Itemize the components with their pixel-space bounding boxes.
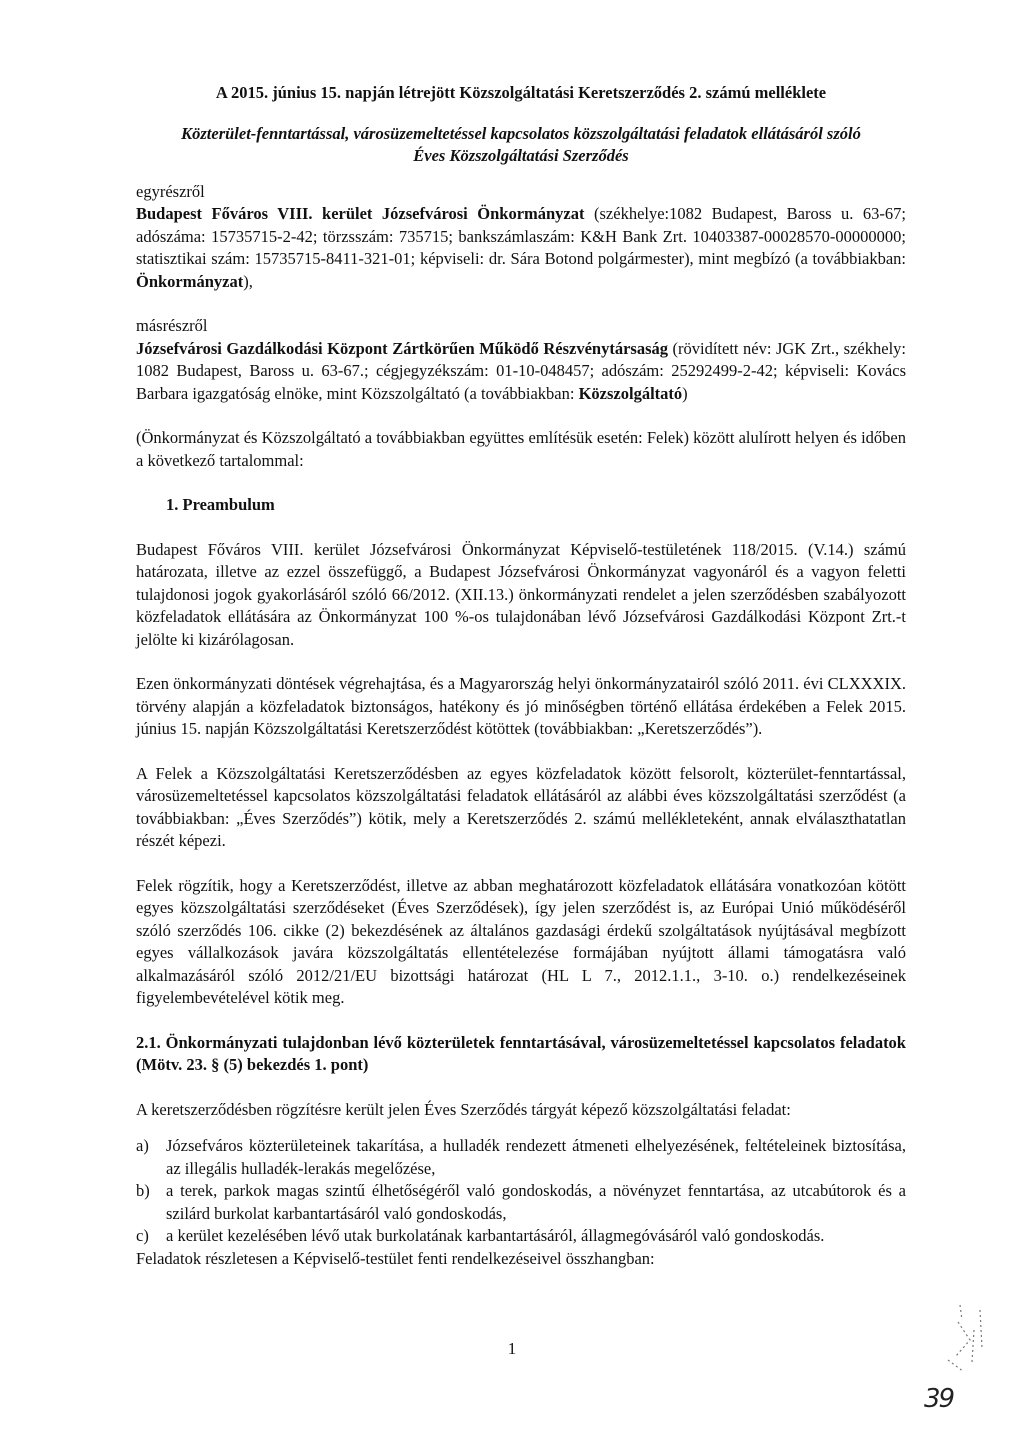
list-item <box>136 1135 906 1180</box>
list-item-text: a kerület kezelésében lévő utak burkolatának karbantartásáról, állagmegóvásáról való gondoskodás. <box>166 1226 825 1245</box>
section21-heading: 2.1. Önkormányzati tulajdonban lévő közterületek fenntartásával, városüzemeltetéssel kapcsolatos feladatok (Mötv. 23. § (5) bekezdés 1. pont) <box>136 1032 906 1074</box>
party2-details: (rövidített név: JGK Zrt., székhely: 1082 Budapest, Baross u. 63-67.; cégjegyzékszám: 01-10-048457; adószám: 25292499-2-42; képviseli: Kovács Barbara igazgatóság elnöke, mint Közszolgáltató (a továbbiakban: <box>136 338 906 403</box>
party1-intro: egyrészről <box>136 181 205 201</box>
party1-short-name: Önkormányzat <box>136 271 244 291</box>
list-item-text: a terek, parkok magas szintű élhetőségéről való gondoskodás, a növényzet fenntartása, az utcabútorok és a szilárd burkolat karbantartásáról való gondoskodás, <box>166 1181 906 1223</box>
section21-intro-paragraph: A keretszerződésben rögzítésre került jelen Éves Szerződés tárgyát képező közszolgáltatási feladat: <box>136 1099 791 1119</box>
task-list <box>136 1135 906 1248</box>
page-number: 1 <box>507 1339 517 1358</box>
preamble-paragraph-2: Ezen önkormányzati döntések végrehajtása, és a Magyarország helyi önkormányzatairól szóló 2011. évi CLXXXIX. törvény alapján a közfeladatok biztonságos, hatékony és jó minőségben történő ellátása érdekében a Felek 2015. június 15. napján Közszolgáltatási Keretszerződést kötöttek (továbbiakban: „Keretszerződés”). <box>136 674 906 738</box>
party2-name: Józsefvárosi Gazdálkodási Központ Zártkörűen Működő Részvénytársaság <box>136 338 668 358</box>
party1-name: Budapest Főváros VIII. kerület Józsefvárosi Önkormányzat <box>136 204 585 223</box>
document-body <box>136 82 906 1270</box>
document-header: A 2015. június 15. napján létrejött Közszolgáltatási Keretszerződés 2. számú melléklete <box>215 83 827 102</box>
list-item-marker: a) <box>136 1136 149 1155</box>
party1-end: ), <box>243 271 253 291</box>
party2-end: ) <box>682 383 688 403</box>
list-item <box>136 1225 906 1248</box>
party2-short-name: Közszolgáltató <box>578 383 683 403</box>
document-subtitle-line2: Éves Közszolgáltatási Szerződés <box>413 145 629 165</box>
list-item <box>136 1180 906 1225</box>
list-item-marker: b) <box>136 1181 150 1200</box>
preamble-paragraph-1: Budapest Főváros VIII. kerület Józsefvárosi Önkormányzat Képviselő-testületének 118/2015. (V.14.) számú határozata, illetve az ezzel összefüggő, a Budapest Józsefvárosi Önkormányzat vagyonáról és a vagyon feletti tulajdonosi jogok gyakorlásáról szóló 66/2012. (XII.13.) önkormányzati rendelet a jelen szerződésben szabályozott közfeladatok ellátására az Önkormányzat 100 %-os tulajdonában lévő Józsefvárosi Gazdálkodási Központ Zrt.-t jelölte ki kizárólagosan. <box>136 539 906 649</box>
document-subtitle-line1: Közterület-fenntartással, városüzemeltetéssel kapcsolatos közszolgáltatási feladatok ellátásáról szóló <box>181 123 861 143</box>
preamble-paragraph-4: Felek rögzítik, hogy a Keretszerződést, illetve az abban meghatározott közfeladatok ellátására vonatkozóan kötött egyes közszolgáltatási szerződéseket (Éves Szerződések), így jelen szerződést is, az Európai Unió működéséről szóló szerződés 106. cikke (2) bekezdésének az általános gazdasági érdekű szolgáltatások nyújtásával megbízott egyes vállalkozások javára közszolgáltatás ellentételezése formájában nyújtott állami támogatásra való alkalmazásáról szóló 2012/21/EU bizottsági határozat (HL L 7., 2012.1.1., 3-10. o.) rendelkezéseinek figyelembevételével kötik meg. <box>136 875 906 1007</box>
section1-heading: 1. Preambulum <box>166 495 275 514</box>
party2-paragraph <box>136 338 906 406</box>
preamble-paragraph-3: A Felek a Közszolgáltatási Keretszerződésben az egyes közfeladatok között felsorolt, közterület-fenntartással, városüzemeltetéssel kapcsolatos közszolgáltatási feladatok ellátásáról az alábbi éves közszolgáltatási szerződést (a továbbiakban: „Éves Szerződés”) kötik, mely a Keretszerződés 2. számú mellékleteként, annak elválaszthatatlan részét képezi. <box>136 763 906 850</box>
list-item-marker: c) <box>136 1226 149 1245</box>
handwritten-page-number: 39 <box>924 1384 954 1414</box>
handwritten-mark-icon <box>930 1300 1000 1380</box>
parties-together-paragraph: (Önkormányzat és Közszolgáltató a továbbiakban együttes említésük esetén: Felek) között alulírott helyen és időben a következő tartalommal: <box>136 428 906 470</box>
party1-paragraph <box>136 203 906 293</box>
party1-details: (székhelye:1082 Budapest, Baross u. 63-67; adószáma: 15735715-2-42; törzsszám: 735715; bankszámlaszám: K&H Bank Zrt. 10403387-00028570-00000000; statisztikai szám: 15735715-8411-321-01; képviseli: dr. Sára Botond polgármester), mint megbízó (a továbbiakban: <box>136 204 906 268</box>
tasks-detail-paragraph: Feladatok részletesen a Képviselő-testület fenti rendelkezéseivel összhangban: <box>136 1248 655 1268</box>
list-item-text: Józsefváros közterületeinek takarítása, a hulladék rendezett átmeneti elhelyezésének, feltételeinek biztosítása, az illegális hulladék-lerakás megelőzése, <box>166 1136 906 1178</box>
party2-intro: másrészről <box>136 316 208 335</box>
